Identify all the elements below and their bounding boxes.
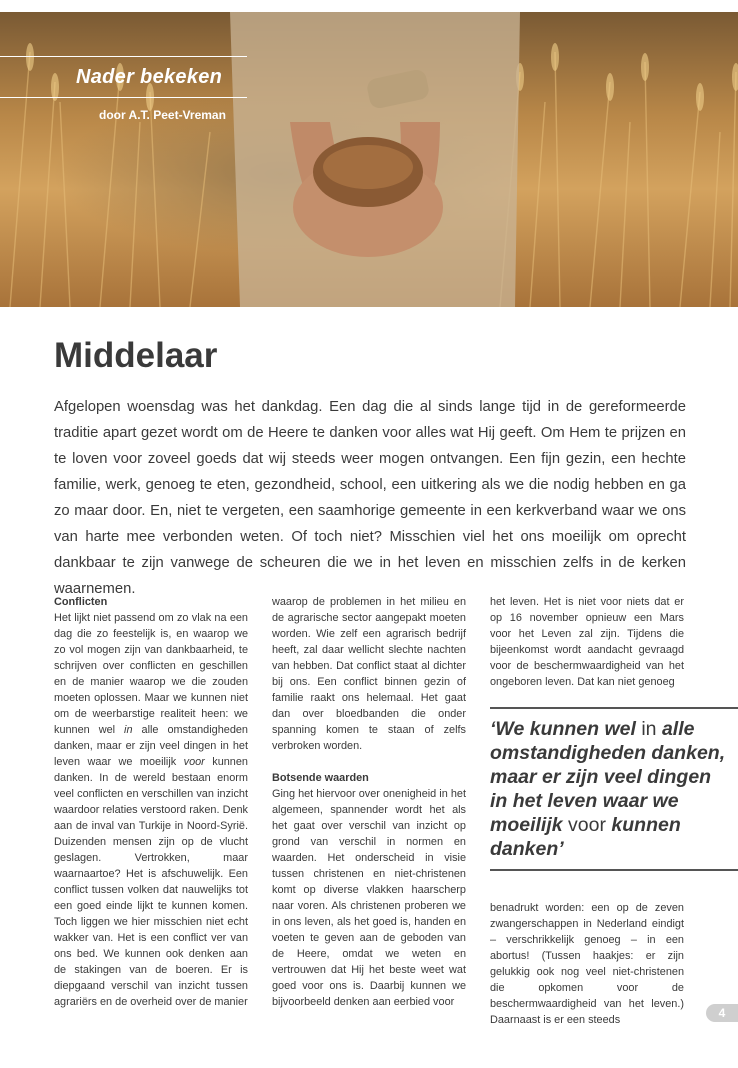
pull-quote-text: ‘We kunnen wel in alle omstandigheden danken, maar er zijn veel dingen in het leven waar we moeilijk voor kunnen danken’ <box>490 718 726 860</box>
section-heading-botsende-waarden: Botsende waarden <box>272 772 369 784</box>
pull-quote <box>490 707 738 871</box>
paragraph: waarop de problemen in het milieu en de agrarische sector aangepakt moeten worden. Wie zelf een agrarisch bedrijf heeft, zal daar wellicht slechte nachten van hebben. Dat conflict staat al dichter bij ons. Een conflict binnen gezin of familie raakt ons helemaal. Het gaat dan over bloedbanden die onder spanning komen te staan of zelfs verbroken worden. <box>272 596 466 752</box>
paragraph: benadrukt worden: een op de zeven zwangerschappen in Nederland eindigt – verschrikkelijk genoeg – in een abortus! (Tussen haakjes: er zijn gelukkig ook nog veel niet-christenen die opkomen voor de beschermwaardigheid van het leven.) Daarnaast is er een steeds <box>490 902 684 1026</box>
paragraph: Ging het hiervoor over onenigheid in het algemeen, spannender wordt het als het gaat over verschil van inzicht op grond van verschil in normen en waarden. Het onderscheid in visie tussen christenen en niet-christenen komt op diverse vlakken haarscherp naar voren. Als christenen proberen we in ons leven, als het goed is, handen en voeten te geven aan de geboden van de Heere, omdat we weten en vertrouwen dat Hij het beste weet wat goed voor ons is. Daarbij kunnen we bijvoorbeeld denken aan eerbied voor <box>272 788 466 1008</box>
page-number: 4 <box>706 1004 738 1022</box>
pull-quote-rule-bottom <box>490 869 738 871</box>
article-title: Middelaar <box>54 336 218 375</box>
text-column-3-continued <box>490 900 684 1028</box>
text-column-3 <box>490 594 684 690</box>
text-column-2 <box>272 594 466 1010</box>
header-rule-bottom <box>0 97 247 98</box>
text-column-1 <box>54 594 248 1010</box>
byline: door A.T. Peet-Vreman <box>99 108 226 122</box>
paragraph: Het lijkt niet passend om zo vlak na een dag die zo feestelijk is, en waarop we zo vol mogen zijn van dankbaarheid, te schrijven over conflicten en geschillen en de manier waarop we die zouden moeten oplossen. Maar we kunnen niet om de weerbarstige realiteit heen: we kunnen wel in alle omstandigheden danken, maar er zijn veel dingen in het leven waar we moeilijk voor kunnen danken. In de wereld bestaan enorm veel conflicten en verschillen van inzicht waardoor relaties verstoord raken. Denk aan de inval van Turkije in Noord-Syrië. Duizenden mensen zijn op de vlucht geslagen. Vertrokken, maar waarnaartoe? Het is afschuwelijk. Een conflict tussen volken dat nauwelijks tot een goed einde lijkt te kunnen komen. Toch liggen we hier misschien niet echt wakker van. Het is een conflict ver van ons bed. We kunnen ook denken aan de stakingen van de boeren. Er is diepgaand verschil van inzicht tussen agrariërs en de overheid over de manier <box>54 612 248 1008</box>
hero-image <box>0 12 738 307</box>
paragraph: het leven. Het is niet voor niets dat er op 16 november opnieuw een Mars voor het Leven zal zijn. Tijdens die bijeenkomst wordt aandacht gevraagd voor de beschermwaardigheid van het ongeboren leven. Dat kan niet genoeg <box>490 596 684 688</box>
article-intro: Afgelopen woensdag was het dankdag. Een dag die al sinds lange tijd in de gereformeerde traditie apart gezet wordt om de Heere te danken voor alles wat Hij geeft. Om Hem te prijzen en te loven voor zoveel goeds dat wij steeds weer mogen ontvangen. Een fijn gezin, een hechte familie, werk, genoeg te eten, gezondheid, school, een uitkering als we die nodig hebben en ga zo maar door. En, niet te vergeten, een saamhorige gemeente in een kerkverband waar we ons van harte mee verbonden weten. Of toch niet? Misschien viel het ons moeilijk om oprecht dankbaar te zijn vanwege de scheuren die we in het leven en misschien zelfs in de kerken waarnemen. <box>54 399 686 597</box>
header-rule-top <box>0 56 247 57</box>
column-label: Nader bekeken <box>76 66 223 88</box>
section-heading-conflicten: Conflicten <box>54 596 108 608</box>
pull-quote-rule-top <box>490 707 738 709</box>
